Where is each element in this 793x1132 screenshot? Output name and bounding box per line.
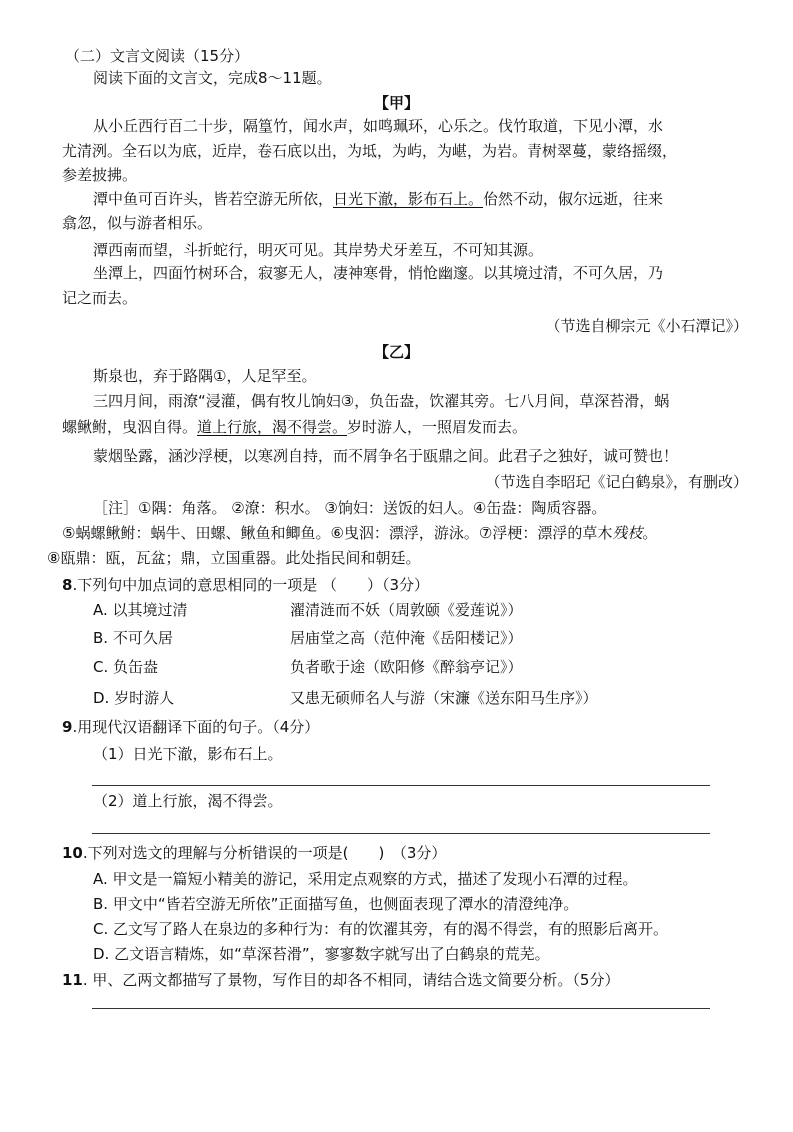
jia-p2-post: 佁然不动，俶尔远逝，往来 [483,190,664,208]
q8-option-a-label: A. 以其境过清 [93,601,188,619]
yi-p2-post: 岁时游人，一照眉发而去。 [347,418,528,436]
notes-line2-end: 。 [642,524,658,542]
yi-p2-line1: 三四月间，雨潦“浸灌，偶有牧儿饷妇③，负缶盎，饮濯其旁。七八月间，草深苔滑，蜗 [93,392,670,410]
jia-p2-line2: 翕忽，似与游者相乐。 [62,214,213,232]
notes-line2-italic: 残枝 [612,524,643,542]
q10-stem [62,843,446,863]
q11-stem [62,970,619,990]
q10-option-d: D. 乙文语言精炼，如“草深苔滑”，寥寥数字就写出了白鹤泉的荒芜。 [93,945,550,963]
q8-option-a-compare: 濯清涟而不妖（周敦颐《爱莲说》） [290,601,523,619]
notes-line3: ⑧瓯鼎：瓯，瓦盆；鼎，立国重器。此处指民间和朝廷。 [47,549,421,567]
q11-text: . 甲、乙两文都描写了景物，写作目的却各不相同，请结合选文简要分析。（5分） [82,971,620,989]
section-title: （二）文言文阅读（15分） [65,47,250,65]
yi-p2-pre: 螺鳅鲋，曳泅自得。 [62,418,198,436]
q9-sentence-1: （1）日光下澈，影布石上。 [93,745,283,763]
q8-option-d-compare: 又患无硕师名人与游（宋濂《送东阳马生序》） [290,689,598,707]
yi-p2-line2 [62,417,527,437]
yi-p1: 斯泉也，弃于路隅①，人足罕至。 [93,367,317,385]
q10-option-c: C. 乙文写了路人在泉边的多种行为：有的饮濯其旁，有的渴不得尝，有的照影后离开。 [93,920,669,938]
q9-number: 9 [62,718,73,736]
notes-line2-pre: ⑤蜗螺鳅鲋：蜗牛、田螺、鳅鱼和鲫鱼。⑥曳泅：漂浮，游泳。⑦浮梗：漂浮的草木 [62,524,613,542]
jia-source: （节选自柳宗元《小石潭记》） [545,317,748,335]
notes-line2 [62,523,657,543]
jia-p4-line2: 记之而去。 [62,289,138,307]
q8-option-c-compare: 负者歌于途（欧阳修《醉翁亭记》） [290,658,523,676]
q8-number: 8 [62,576,73,594]
q8-text: .下列句中加点词的意思相同的一项是 （ ）（3分） [72,576,430,594]
q10-number: 10 [62,844,83,862]
yi-p3: 蒙烟坠露，涵沙浮梗，以寒冽自持，而不屑争名于瓯鼎之间。此君子之独好，诚可赞也！ [93,447,679,465]
passage-jia-heading: 【甲】 [373,94,419,112]
q8-stem [62,575,429,595]
q10-option-a: A. 甲文是一篇短小精美的游记，采用定点观察的方式，描述了发现小石潭的过程。 [93,870,638,888]
q8-option-c-label: C. 负缶盎 [93,658,159,676]
jia-p1-line1: 从小丘西行百二十步，隔篁竹，闻水声，如鸣珮环，心乐之。伐竹取道，下见小潭，水 [93,117,664,135]
q8-option-d-label: D. 岁时游人 [93,689,175,707]
q9-answer-line-1[interactable] [92,785,710,786]
notes-line1: ［注］①隅：角落。 ②潦：积水。 ③饷妇：送饭的妇人。④缶盎：陶质容器。 [93,499,607,517]
passage-yi-heading: 【乙】 [373,343,419,361]
q9-text: .用现代汉语翻译下面的句子。（4分） [72,718,320,736]
q9-sentence-2: （2）道上行旅，渴不得尝。 [93,792,283,810]
jia-p4-line1: 坐潭上，四面竹树环合，寂寥无人，凄神寒骨，悄怆幽邃。以其境过清，不可久居，乃 [93,264,664,282]
section-instruction: 阅读下面的文言文，完成8～11题。 [93,69,332,87]
q11-answer-line[interactable] [92,1008,710,1009]
jia-p3: 潭西南而望，斗折蛇行，明灭可见。其岸势犬牙差互，不可知其源。 [93,241,544,259]
q9-stem [62,717,319,737]
q10-text: .下列对选文的理解与分析错误的一项是( ) （3分） [82,844,447,862]
yi-p2-underlined: 道上行旅，渴不得尝。 [197,418,348,436]
q11-number: 11 [62,971,83,989]
q9-answer-line-2[interactable] [92,833,710,834]
jia-p2-pre: 潭中鱼可百许头，皆若空游无所依， [93,190,334,208]
jia-p2-line1 [93,189,663,209]
jia-p1-line2: 尤清洌。全石以为底，近岸，卷石底以出，为坻，为屿，为嵁，为岩。青树翠蔓，蒙络摇缀， [62,142,678,160]
jia-p2-underlined: 日光下澈，影布石上。 [333,190,484,208]
q8-option-b-label: B. 不可久居 [93,629,173,647]
jia-p1-line3: 参差披拂。 [62,166,138,184]
q8-option-b-compare: 居庙堂之高（范仲淹《岳阳楼记》） [290,629,523,647]
q10-option-b: B. 甲文中“皆若空游无所依”正面描写鱼，也侧面表现了潭水的清澄纯净。 [93,895,579,913]
yi-source: （节选自李昭玘《记白鹤泉》，有删改） [485,473,748,491]
